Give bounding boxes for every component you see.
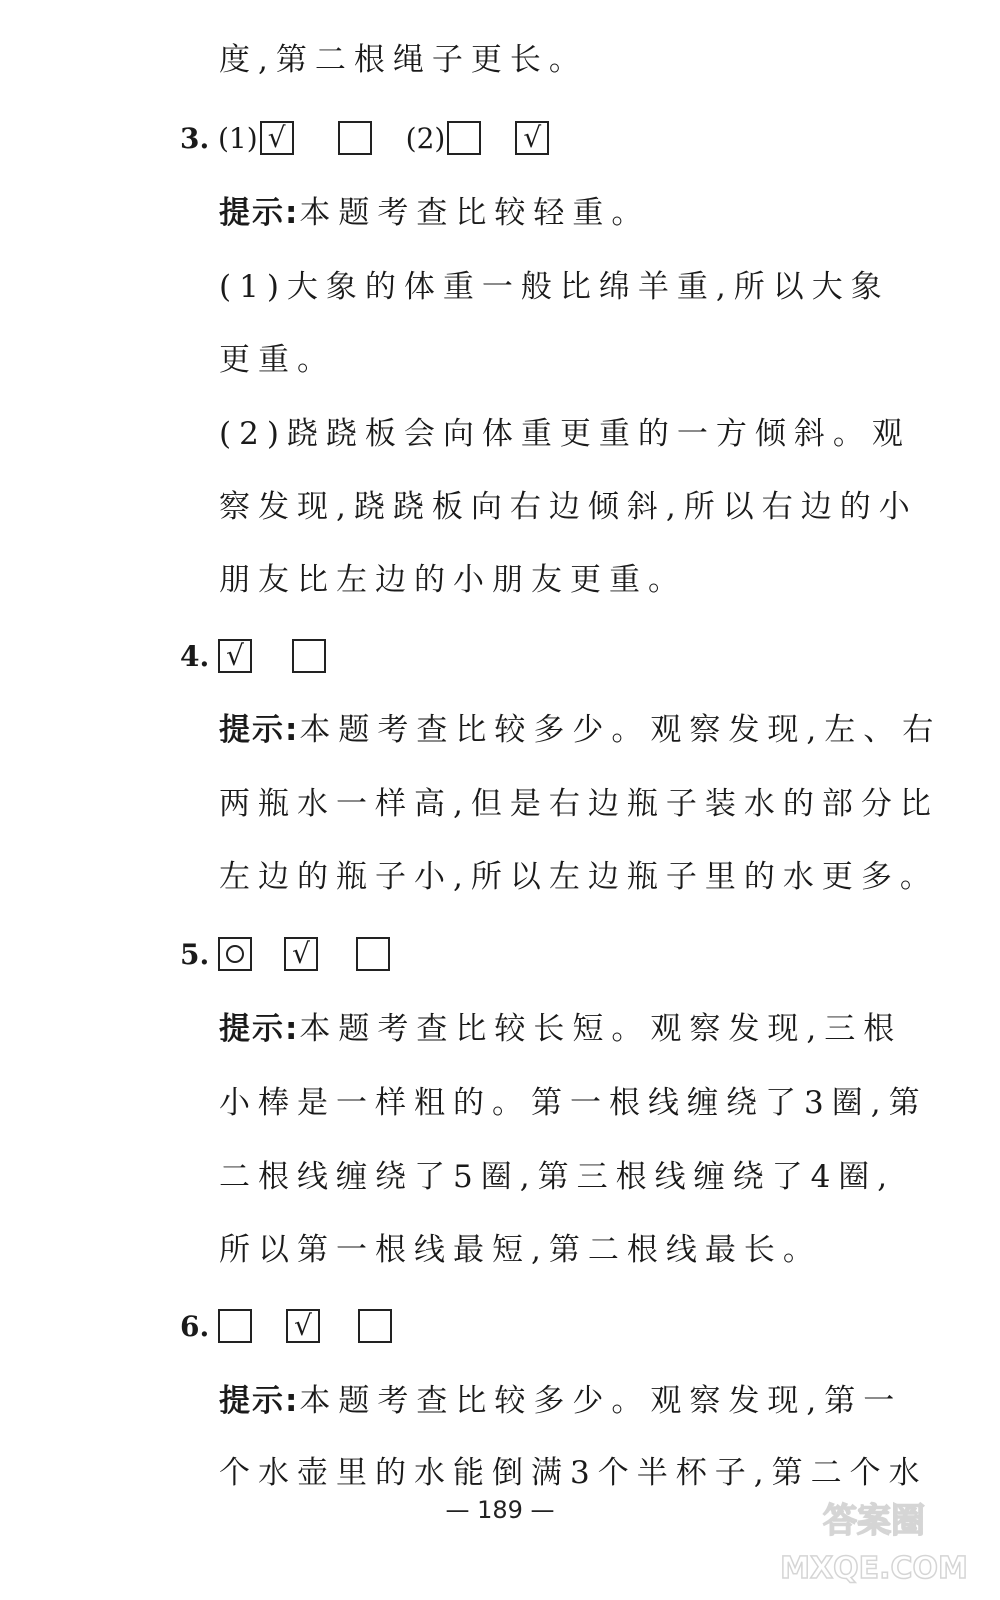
hint-line <box>219 710 941 750</box>
answer-box <box>447 121 481 155</box>
question-number: 6. <box>180 1309 210 1343</box>
answer-box <box>356 937 390 971</box>
hint-line <box>219 1381 902 1421</box>
question-5-row <box>180 934 390 974</box>
sub-question-label: (1) <box>218 121 258 155</box>
answer-box: √ <box>218 639 252 673</box>
answer-box <box>292 639 326 673</box>
text-line: 所以第一根线最短,第二根线最长。 <box>219 1232 822 1268</box>
page-number: — 189 — <box>445 1496 555 1524</box>
text-line: 察发现,跷跷板向右边倾斜,所以右边的小 <box>219 489 918 525</box>
question-4-row <box>180 636 326 676</box>
svg-text:答案圈: 答案圈 <box>823 1501 925 1541</box>
question-number: 3. <box>180 121 210 155</box>
text-line: (1)大象的体重一般比绵羊重,所以大象 <box>219 269 890 305</box>
text-line: 更重。 <box>219 342 336 378</box>
hint-text: 本题考查比较轻重。 <box>299 195 651 231</box>
answer-box <box>218 1309 252 1343</box>
answer-box <box>358 1309 392 1343</box>
answer-box-circle <box>218 937 252 971</box>
circle-mark-icon <box>226 945 244 963</box>
text-line: 度,第二根绳子更长。 <box>219 42 588 78</box>
question-6-row <box>180 1306 392 1346</box>
question-number: 5. <box>180 937 210 971</box>
text-line: (2)跷跷板会向体重更重的一方倾斜。观 <box>219 416 911 452</box>
hint-line <box>219 1009 902 1049</box>
hint-label: 提示: <box>219 195 300 231</box>
answer-box <box>338 121 372 155</box>
svg-text:MXQE.COM: MXQE.COM <box>780 1551 968 1586</box>
question-3-row <box>180 118 549 158</box>
question-number: 4. <box>180 639 210 673</box>
hint-text: 本题考查比较长短。观察发现,三根 <box>299 1011 903 1047</box>
text-line: 二根线缠绕了5圈,第三根线缠绕了4圈, <box>219 1159 896 1195</box>
watermark-logo <box>774 1490 974 1590</box>
sub-question-label: (2) <box>405 121 446 155</box>
answer-box: √ <box>284 937 318 971</box>
answer-box: √ <box>260 121 294 155</box>
hint-label: 提示: <box>219 712 300 748</box>
text-line: 两瓶水一样高,但是右边瓶子装水的部分比 <box>219 786 939 822</box>
hint-label: 提示: <box>219 1383 300 1419</box>
text-line: 朋友比左边的小朋友更重。 <box>219 562 687 598</box>
text-line: 左边的瓶子小,所以左边瓶子里的水更多。 <box>219 859 939 895</box>
hint-text: 本题考查比较多少。观察发现,左、右 <box>299 712 942 748</box>
text-line: 小棒是一样粗的。第一根线缠绕了3圈,第 <box>219 1085 928 1121</box>
hint-line <box>219 193 650 233</box>
answer-box: √ <box>515 121 549 155</box>
text-line: 个水壶里的水能倒满3个半杯子,第二个水 <box>219 1455 928 1491</box>
hint-label: 提示: <box>219 1011 300 1047</box>
answer-box: √ <box>286 1309 320 1343</box>
hint-text: 本题考查比较多少。观察发现,第一 <box>299 1383 903 1419</box>
